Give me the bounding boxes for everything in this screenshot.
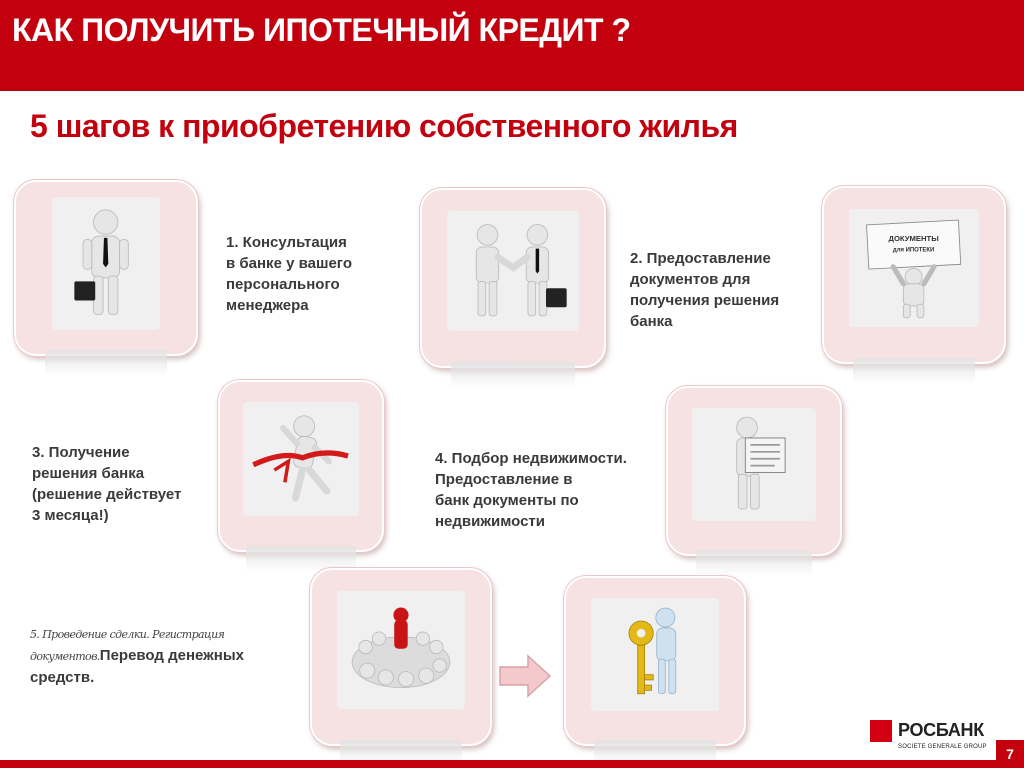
step-4-illustration — [692, 408, 816, 521]
document-sign-icon — [854, 214, 973, 323]
step-4-line: недвижимости — [435, 513, 545, 530]
step-1-image-card — [14, 180, 198, 356]
step-4-image-card — [666, 386, 842, 556]
step-5-illustration — [337, 591, 465, 709]
newspaper-reader-icon — [697, 412, 811, 516]
step-3-image-card — [218, 380, 384, 552]
step-1-line: персонального — [226, 276, 340, 293]
golden-key-icon — [596, 602, 714, 706]
key-illustration — [591, 598, 719, 711]
step-5-line: 5. Проведение сделки. Регистрация — [30, 628, 225, 641]
step-2-text — [630, 248, 779, 332]
step-5-key-card — [564, 576, 746, 746]
step-5-line: Перевод денежных — [99, 647, 245, 664]
step-4-line: Предоставление в — [435, 471, 573, 488]
logo-mark-icon — [870, 720, 892, 742]
step-1-line: в банке у вашего — [226, 255, 353, 272]
header-bar — [0, 0, 1024, 91]
step-2-line: документов для — [630, 271, 751, 288]
step-3-line: 3 месяца!) — [32, 507, 109, 524]
docs-illustration — [849, 209, 979, 327]
step-1-text — [226, 232, 352, 316]
logo-name: РОСБАНК — [898, 720, 984, 740]
step-3-line: решения банка — [32, 465, 145, 482]
step-3-line: 3. Получение — [32, 444, 130, 461]
step-4-line: 4. Подбор недвижимости. — [435, 450, 627, 467]
sign-text: ДОКУМЕНТЫ — [888, 233, 940, 243]
step-3-line: (решение действует — [32, 486, 182, 503]
reflection — [451, 362, 575, 388]
businessman-icon — [56, 203, 155, 325]
step-2-line: получения решения — [630, 292, 780, 309]
step-1-illustration — [52, 197, 160, 329]
step-5-line: средств. — [30, 669, 95, 686]
step-1-line: менеджера — [226, 297, 309, 314]
step-2-illustration — [447, 211, 578, 331]
slide-subtitle: 5 шагов к приобретению собственного жилья — [30, 108, 738, 144]
reflection — [853, 358, 975, 384]
step-3-illustration — [243, 402, 360, 516]
footer-bar — [0, 760, 1024, 768]
step-4-line: банк документы по — [435, 492, 579, 509]
step-4-text — [435, 448, 627, 532]
step-3-docs-card — [822, 186, 1006, 364]
arrow-right-icon — [498, 654, 552, 698]
step-2-image-card — [420, 188, 606, 368]
step-1-line: 1. Консультация — [226, 234, 347, 251]
sign-text: для ИПОТЕКИ — [893, 247, 935, 254]
step-3-text — [32, 442, 181, 526]
rosbank-logo — [870, 718, 990, 758]
logo-subtitle: SOCIETE GENERALE GROUP — [898, 744, 987, 750]
step-5-line: документов. — [30, 650, 100, 663]
group-meeting-icon — [342, 596, 460, 705]
step-5-meeting-card — [310, 568, 492, 746]
reflection — [45, 350, 167, 376]
step-2-line: банка — [630, 313, 673, 330]
page-number: 7 — [996, 740, 1024, 768]
step-2-line: 2. Предоставление — [630, 250, 771, 267]
reflection — [696, 550, 813, 576]
step-5-text — [30, 624, 280, 688]
slide-title: КАК ПОЛУЧИТЬ ИПОТЕЧНЫЙ КРЕДИТ ? — [12, 12, 631, 48]
handshake-icon — [453, 216, 574, 326]
finish-runner-icon — [247, 407, 354, 512]
